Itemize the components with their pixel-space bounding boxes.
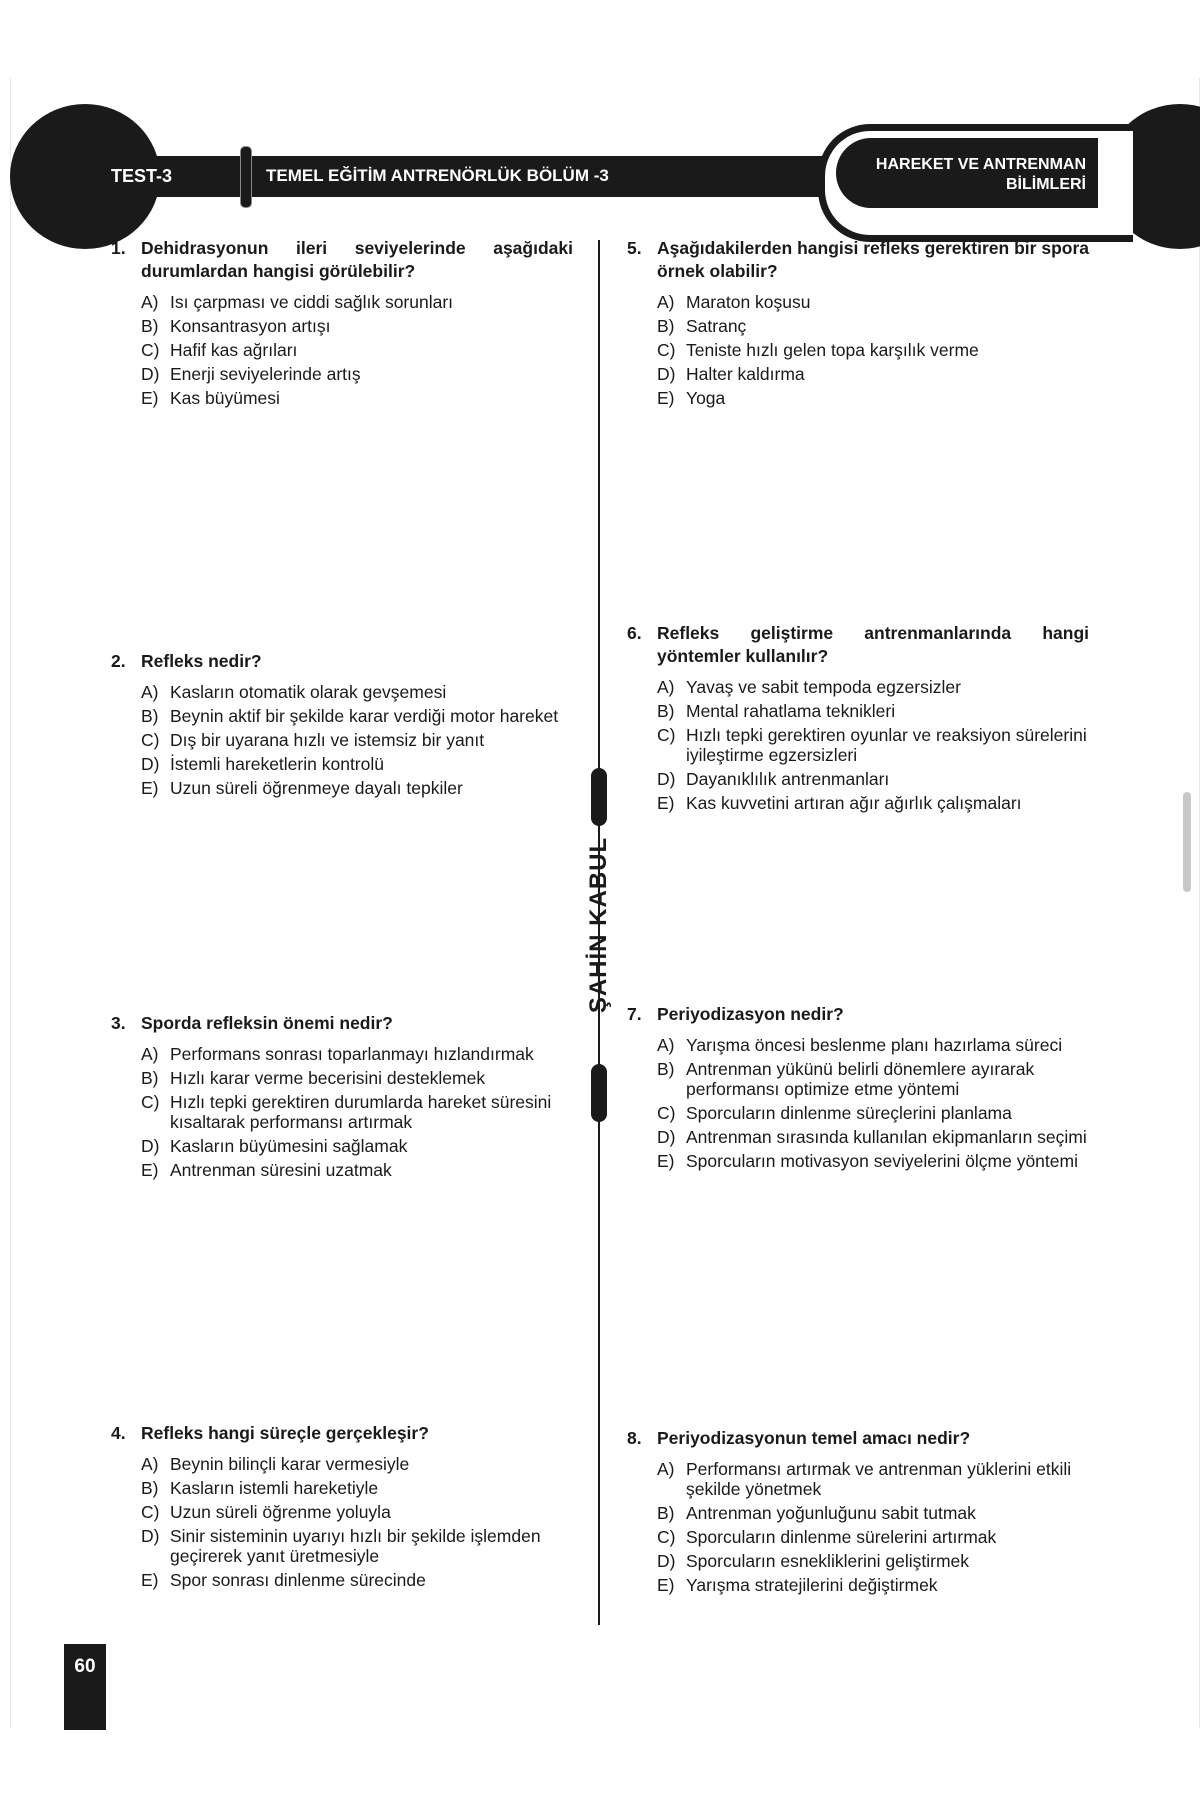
option-text: Maraton koşusu bbox=[686, 292, 811, 312]
option-d bbox=[141, 364, 573, 384]
option-e bbox=[657, 1151, 1089, 1171]
option-letter: D) bbox=[657, 1127, 676, 1147]
option-d bbox=[141, 1136, 573, 1156]
option-a bbox=[141, 292, 573, 312]
option-text: İstemli hareketlerin kontrolü bbox=[170, 754, 384, 774]
question-text: Refleks nedir? bbox=[141, 651, 262, 671]
option-d bbox=[141, 754, 573, 774]
option-b bbox=[657, 701, 1089, 721]
option-e bbox=[141, 1160, 573, 1180]
question-text: Aşağıdakilerden hangisi refleks gerektiren bir spora örnek olabilir? bbox=[657, 238, 1089, 281]
option-letter: C) bbox=[141, 1502, 160, 1522]
question-text: Periyodizasyonun temel amacı nedir? bbox=[657, 1428, 971, 1448]
option-text: Isı çarpması ve ciddi sağlık sorunları bbox=[170, 292, 454, 312]
option-letter: C) bbox=[141, 730, 160, 750]
option-letter: B) bbox=[141, 1478, 159, 1498]
option-letter: A) bbox=[141, 1454, 159, 1474]
option-text: Halter kaldırma bbox=[686, 364, 805, 384]
question-6 bbox=[627, 622, 1089, 817]
option-letter: A) bbox=[657, 1035, 675, 1055]
option-letter: E) bbox=[657, 793, 675, 813]
section-title: TEMEL EĞİTİM ANTRENÖRLÜK BÖLÜM -3 bbox=[266, 166, 609, 185]
option-b bbox=[657, 316, 1089, 336]
option-text: Kasların istemli hareketiyle bbox=[170, 1478, 379, 1498]
option-text: Dayanıklılık antrenmanları bbox=[686, 769, 890, 789]
option-c bbox=[657, 340, 1089, 360]
option-letter: B) bbox=[657, 701, 675, 721]
option-a bbox=[657, 1459, 1089, 1499]
option-c bbox=[657, 1103, 1089, 1123]
option-a bbox=[141, 1454, 573, 1474]
option-letter: A) bbox=[141, 292, 159, 312]
option-text: Yoga bbox=[686, 388, 726, 408]
option-letter: B) bbox=[657, 1503, 675, 1523]
subject-title-line2: BİLİMLERİ bbox=[1006, 176, 1086, 193]
option-a bbox=[657, 1035, 1089, 1055]
option-text: Uzun süreli öğrenme yoluyla bbox=[170, 1502, 391, 1522]
option-e bbox=[141, 778, 573, 798]
option-letter: D) bbox=[657, 1551, 676, 1571]
option-letter: D) bbox=[141, 1136, 160, 1156]
option-text: Beynin bilinçli karar vermesiyle bbox=[170, 1454, 410, 1474]
option-e bbox=[657, 388, 1089, 408]
test-label: TEST-3 bbox=[111, 166, 173, 186]
option-letter: E) bbox=[141, 778, 159, 798]
option-text: Enerji seviyelerinde artış bbox=[170, 364, 361, 384]
question-number: 2. bbox=[111, 651, 126, 671]
option-text: Dış bir uyarana hızlı ve istemsiz bir yanıt bbox=[170, 730, 485, 750]
option-letter: C) bbox=[141, 340, 160, 360]
subject-title-line1: HAREKET VE ANTRENMAN bbox=[875, 156, 1086, 173]
question-number: 8. bbox=[627, 1428, 642, 1448]
option-text: Mental rahatlama teknikleri bbox=[686, 701, 896, 721]
option-d bbox=[141, 1526, 573, 1566]
option-d bbox=[657, 1127, 1089, 1147]
option-letter: D) bbox=[141, 1526, 160, 1546]
option-text: Kasların otomatik olarak gevşemesi bbox=[170, 682, 447, 702]
option-text: Hızlı karar verme becerisini desteklemek bbox=[170, 1068, 486, 1088]
option-text: Antrenman süresini uzatmak bbox=[170, 1160, 392, 1180]
option-a bbox=[657, 677, 1089, 697]
option-letter: D) bbox=[657, 364, 676, 384]
question-1 bbox=[111, 237, 573, 412]
option-c bbox=[141, 1092, 573, 1132]
option-letter: E) bbox=[657, 388, 675, 408]
option-text: Antrenman sırasında kullanılan ekipmanların seçimi bbox=[686, 1127, 1087, 1147]
option-letter: E) bbox=[141, 1160, 159, 1180]
option-text: Konsantrasyon artışı bbox=[170, 316, 331, 336]
option-text: Performansı artırmak ve antrenman yüklerini etkili şekilde yönetmek bbox=[686, 1459, 1072, 1499]
option-letter: A) bbox=[657, 1459, 675, 1479]
option-text: Sinir sisteminin uyarıyı hızlı bir şekilde işlemden geçirerek yanıt üretmesiyle bbox=[170, 1526, 541, 1566]
question-number: 5. bbox=[627, 238, 642, 258]
option-text: Antrenman yoğunluğunu sabit tutmak bbox=[686, 1503, 976, 1523]
option-letter: B) bbox=[657, 316, 675, 336]
option-a bbox=[141, 682, 573, 702]
option-e bbox=[657, 793, 1089, 813]
option-text: Kas kuvvetini artıran ağır ağırlık çalışmaları bbox=[686, 793, 1022, 813]
option-letter: C) bbox=[657, 725, 676, 745]
option-text: Performans sonrası toparlanmayı hızlandırmak bbox=[170, 1044, 534, 1064]
option-letter: E) bbox=[141, 388, 159, 408]
option-text: Yavaş ve sabit tempoda egzersizler bbox=[686, 677, 961, 697]
option-letter: C) bbox=[657, 1103, 676, 1123]
option-text: Antrenman yükünü belirli dönemlere ayırarak performansı optimize etme yöntemi bbox=[686, 1059, 1035, 1099]
option-d bbox=[657, 364, 1089, 384]
divider-pill-bottom bbox=[591, 1064, 607, 1122]
option-text: Sporcuların esnekliklerini geliştirmek bbox=[686, 1551, 970, 1571]
option-text: Sporcuların motivasyon seviyelerini ölçme yöntemi bbox=[686, 1151, 1078, 1171]
option-b bbox=[141, 1478, 573, 1498]
question-text: Refleks geliştirme antrenmanlarında hangi yöntemler kullanılır? bbox=[657, 623, 1089, 666]
option-letter: A) bbox=[141, 682, 159, 702]
option-c bbox=[657, 725, 1089, 765]
option-letter: D) bbox=[141, 364, 160, 384]
option-letter: C) bbox=[657, 340, 676, 360]
question-8 bbox=[627, 1427, 1089, 1599]
question-4 bbox=[111, 1422, 573, 1594]
option-text: Kasların büyümesini sağlamak bbox=[170, 1136, 408, 1156]
question-2 bbox=[111, 650, 573, 802]
option-c bbox=[141, 1502, 573, 1522]
question-text: Refleks hangi süreçle gerçekleşir? bbox=[141, 1423, 429, 1443]
question-number: 6. bbox=[627, 623, 642, 643]
option-text: Hızlı tepki gerektiren oyunlar ve reaksiyon sürelerini iyileştirme egzersizleri bbox=[686, 725, 1087, 765]
question-3 bbox=[111, 1012, 573, 1184]
question-number: 1. bbox=[111, 238, 126, 258]
option-text: Hafif kas ağrıları bbox=[170, 340, 298, 360]
option-text: Uzun süreli öğrenmeye dayalı tepkiler bbox=[170, 778, 463, 798]
option-letter: B) bbox=[141, 1068, 159, 1088]
option-text: Yarışma öncesi beslenme planı hazırlama süreci bbox=[686, 1035, 1063, 1055]
option-letter: C) bbox=[141, 1092, 160, 1112]
option-letter: A) bbox=[141, 1044, 159, 1064]
option-b bbox=[657, 1059, 1089, 1099]
option-e bbox=[657, 1575, 1089, 1595]
option-e bbox=[141, 1570, 573, 1590]
option-text: Kas büyümesi bbox=[170, 388, 280, 408]
header-separator bbox=[240, 146, 252, 208]
option-letter: B) bbox=[141, 706, 159, 726]
subject-title bbox=[850, 155, 1086, 195]
question-text: Sporda refleksin önemi nedir? bbox=[141, 1013, 393, 1033]
option-text: Hızlı tepki gerektiren durumlarda hareket süresini kısaltarak performansı artırmak bbox=[170, 1092, 552, 1132]
option-letter: C) bbox=[657, 1527, 676, 1547]
option-e bbox=[141, 388, 573, 408]
option-c bbox=[141, 340, 573, 360]
option-text: Sporcuların dinlenme sürelerini artırmak bbox=[686, 1527, 997, 1547]
option-letter: E) bbox=[141, 1570, 159, 1590]
option-letter: A) bbox=[657, 292, 675, 312]
option-text: Beynin aktif bir şekilde karar verdiği motor hareket bbox=[170, 706, 559, 726]
option-text: Sporcuların dinlenme süreçlerini planlama bbox=[686, 1103, 1012, 1123]
option-letter: E) bbox=[657, 1575, 675, 1595]
option-letter: D) bbox=[657, 769, 676, 789]
option-d bbox=[657, 769, 1089, 789]
option-b bbox=[141, 706, 573, 726]
question-5 bbox=[627, 237, 1089, 412]
option-letter: A) bbox=[657, 677, 675, 697]
question-number: 4. bbox=[111, 1423, 126, 1443]
option-a bbox=[657, 292, 1089, 312]
question-number: 3. bbox=[111, 1013, 126, 1033]
scrollbar-thumb[interactable] bbox=[1183, 792, 1191, 892]
option-text: Yarışma stratejilerini değiştirmek bbox=[686, 1575, 938, 1595]
option-letter: B) bbox=[141, 316, 159, 336]
option-text: Satranç bbox=[686, 316, 747, 336]
option-letter: D) bbox=[141, 754, 160, 774]
option-b bbox=[657, 1503, 1089, 1523]
option-c bbox=[657, 1527, 1089, 1547]
question-number: 7. bbox=[627, 1004, 642, 1024]
question-text: Periyodizasyon nedir? bbox=[657, 1004, 844, 1024]
question-7 bbox=[627, 1003, 1089, 1175]
option-a bbox=[141, 1044, 573, 1064]
option-b bbox=[141, 316, 573, 336]
option-letter: E) bbox=[657, 1151, 675, 1171]
option-d bbox=[657, 1551, 1089, 1571]
page-number: 60 bbox=[74, 1656, 96, 1677]
question-text: Dehidrasyonun ileri seviyelerinde aşağıdaki durumlardan hangisi görülebilir? bbox=[141, 238, 573, 281]
divider-pill-top bbox=[591, 768, 607, 826]
author-name: ŞAHİN KABUL bbox=[585, 836, 612, 1014]
option-text: Teniste hızlı gelen topa karşılık verme bbox=[686, 340, 979, 360]
option-text: Spor sonrası dinlenme sürecinde bbox=[170, 1570, 426, 1590]
option-b bbox=[141, 1068, 573, 1088]
option-letter: B) bbox=[657, 1059, 675, 1079]
option-c bbox=[141, 730, 573, 750]
